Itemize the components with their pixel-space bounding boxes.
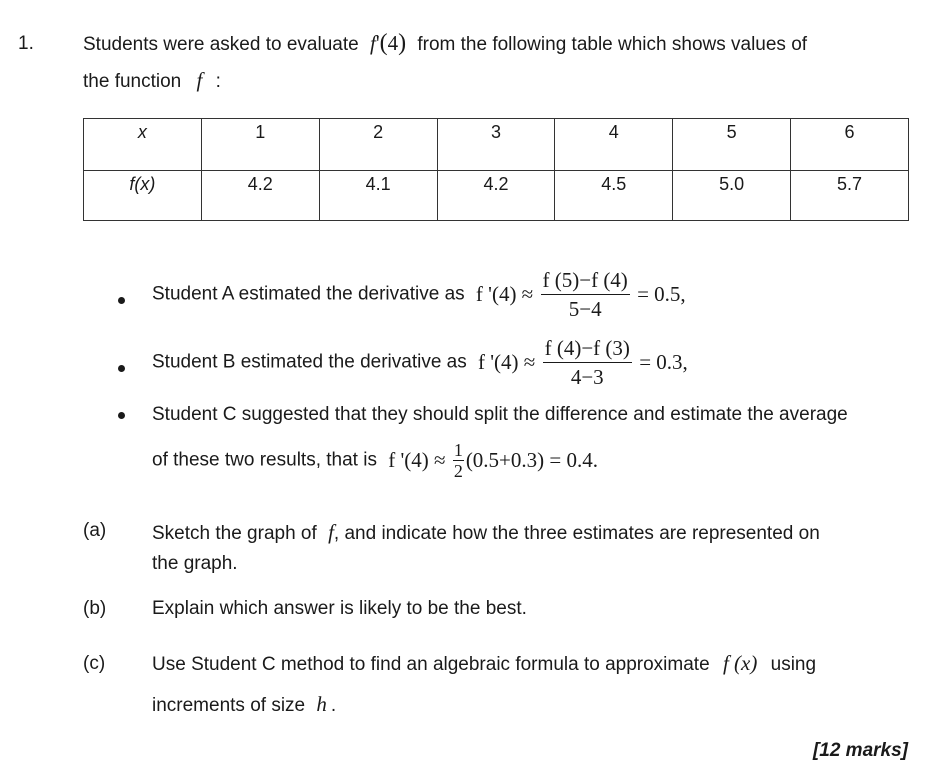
- student-b-result: = 0.3,: [639, 350, 688, 374]
- student-a-fraction: [541, 267, 630, 322]
- student-c-text-2: of these two results, that is: [152, 449, 377, 471]
- intro-line-2: [83, 68, 221, 93]
- part-c-period: .: [330, 695, 337, 716]
- part-a-f-symbol: f: [328, 520, 334, 544]
- part-c-text-end: using: [770, 654, 817, 675]
- fprime4-expression: f'(4): [369, 30, 407, 56]
- student-a-lhs: f '(4) ≈: [475, 282, 534, 306]
- student-b-lhs: f '(4) ≈: [478, 350, 536, 374]
- fx-value-cell: 5.7: [791, 171, 909, 221]
- values-table: [83, 118, 909, 221]
- part-c-text-2: increments of size: [152, 695, 306, 716]
- part-b-text: Explain which answer is likely to be the best.: [152, 598, 527, 619]
- part-a-text-start: Sketch the graph of: [152, 523, 317, 544]
- student-a-numerator: f (5)−f (4): [541, 267, 630, 295]
- x-value-cell: 5: [673, 119, 791, 171]
- bullet-student-c: [118, 412, 125, 419]
- student-a-result: = 0.5,: [637, 282, 686, 306]
- part-a-text-end: , and indicate how the three estimates are represented on: [333, 523, 820, 544]
- student-c-lhs: f '(4) ≈: [388, 448, 446, 472]
- student-c-rest: (0.5+0.3) = 0.4.: [465, 448, 598, 472]
- part-a-line-2: the graph.: [152, 553, 238, 574]
- part-a-label: (a): [83, 520, 107, 541]
- part-a-line-1: [152, 520, 820, 545]
- intro-colon: :: [215, 71, 221, 92]
- student-b-denominator: 4−3: [570, 365, 604, 389]
- student-b-fraction: [543, 335, 632, 390]
- student-c-line-1: Student C suggested that they should split the difference and estimate the average: [152, 404, 848, 425]
- marks-label: [12 marks]: [812, 740, 908, 761]
- table-row-x: [84, 119, 909, 171]
- part-c-text-start: Use Student C method to find an algebraic formula to approximate: [152, 654, 710, 675]
- table-row-fx: [84, 171, 909, 221]
- student-a-line: [152, 267, 686, 322]
- intro-text-2: the function: [83, 71, 182, 92]
- student-c-line-2: [152, 440, 598, 481]
- x-value-cell: 3: [437, 119, 555, 171]
- part-c-line-2: [152, 692, 336, 717]
- student-a-denominator: 5−4: [568, 297, 602, 321]
- x-value-cell: 2: [319, 119, 437, 171]
- part-b-label: (b): [83, 598, 107, 619]
- student-c-half-fraction: [453, 440, 464, 481]
- intro-line-1: [83, 30, 807, 57]
- intro-text-start: Students were asked to evaluate: [83, 34, 359, 55]
- fx-value-cell: 4.2: [437, 171, 555, 221]
- bullet-student-a: [118, 297, 125, 304]
- student-c-frac-num: 1: [453, 440, 463, 460]
- fx-value-cell: 4.5: [555, 171, 673, 221]
- x-value-cell: 6: [791, 119, 909, 171]
- student-b-text: Student B estimated the derivative as: [152, 351, 467, 373]
- prime-symbol: ': [375, 31, 380, 55]
- question-number: 1.: [18, 33, 34, 54]
- function-symbol: f: [196, 68, 203, 92]
- student-c-frac-den: 2: [453, 461, 463, 481]
- student-b-numerator: f (4)−f (3): [543, 335, 632, 363]
- x-label-cell: x: [84, 119, 202, 171]
- x-value-cell: 4: [555, 119, 673, 171]
- student-a-text: Student A estimated the derivative as: [152, 283, 465, 305]
- fx-value-cell: 4.2: [201, 171, 319, 221]
- bullet-student-b: [118, 365, 125, 372]
- x-value-cell: 1: [201, 119, 319, 171]
- fprime-arg: 4: [387, 31, 399, 55]
- intro-text-tail: from the following table which shows values of: [417, 34, 808, 55]
- part-c-h-symbol: h: [316, 692, 327, 716]
- fx-label-cell: f(x): [84, 171, 202, 221]
- part-c-fx: f (x): [722, 651, 758, 675]
- part-c-label: (c): [83, 653, 106, 674]
- part-c-line-1: [152, 651, 816, 676]
- f-symbol: f: [369, 31, 376, 55]
- fx-value-cell: 5.0: [673, 171, 791, 221]
- fx-value-cell: 4.1: [319, 171, 437, 221]
- student-b-line: [152, 335, 688, 390]
